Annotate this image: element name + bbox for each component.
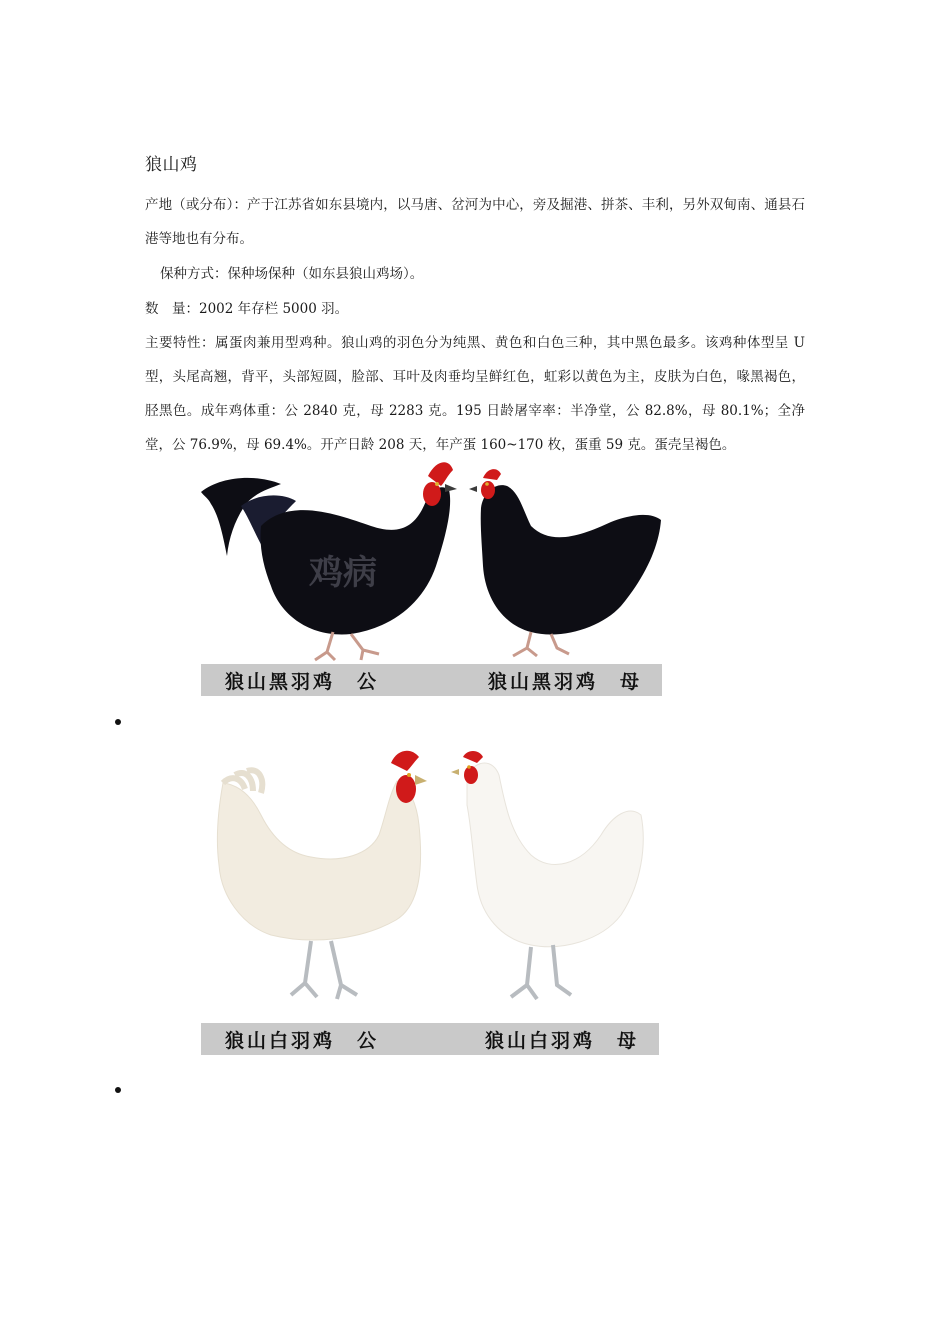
origin-paragraph: 产地（或分布）：产于江苏省如东县境内，以马唐、岔河为中心，旁及掘港、拼茶、丰利，另外双甸南、通县石港等地也有分布。 <box>145 197 805 247</box>
caption-hen: 狼山黑羽鸡 母 <box>487 671 642 693</box>
caption-hen: 狼山白羽鸡 母 <box>484 1030 639 1052</box>
watermark-text: 鸡病 <box>309 553 377 593</box>
black-chicken-illustration <box>201 456 662 664</box>
caption-rooster: 狼山白羽鸡 公 <box>225 1030 380 1052</box>
caption-rooster: 狼山黑羽鸡 公 <box>225 671 380 693</box>
bullet-point <box>115 719 121 725</box>
figure-caption-bar <box>201 664 662 696</box>
black-chicken-photo <box>201 456 662 696</box>
page-title: 狼山鸡 <box>145 155 198 175</box>
white-chicken-illustration <box>201 745 659 1023</box>
traits-paragraph: 主要特性：属蛋肉兼用型鸡种。狼山鸡的羽色分为纯黑、黄色和白色三种，其中黑色最多。该鸡种体型呈 U 型，头尾高翘，背平，头部短圆，脸部、耳叶及肉垂均呈鲜红色，虹彩以黄色为主，皮肤为白色，喙黑褐色，胫黑色。成年鸡体重：公 2840 克，母 2283 克。195 日龄屠宰率：半净堂，公 82.8%，母 80.1%；全净堂，公 76.9%，母 69.4%。开产日龄 208 天，年产蛋 160~170 枚，蛋重 59 克。蛋壳呈褐色。 <box>145 335 805 453</box>
conservation-paragraph: 保种方式：保种场保种（如东县狼山鸡场）。 <box>160 266 424 282</box>
bullet-point <box>115 1087 121 1093</box>
quantity-paragraph: 数 量：2002 年存栏 5000 羽。 <box>145 301 349 317</box>
figure-caption-bar <box>201 1023 659 1055</box>
white-chicken-photo <box>201 745 659 1055</box>
